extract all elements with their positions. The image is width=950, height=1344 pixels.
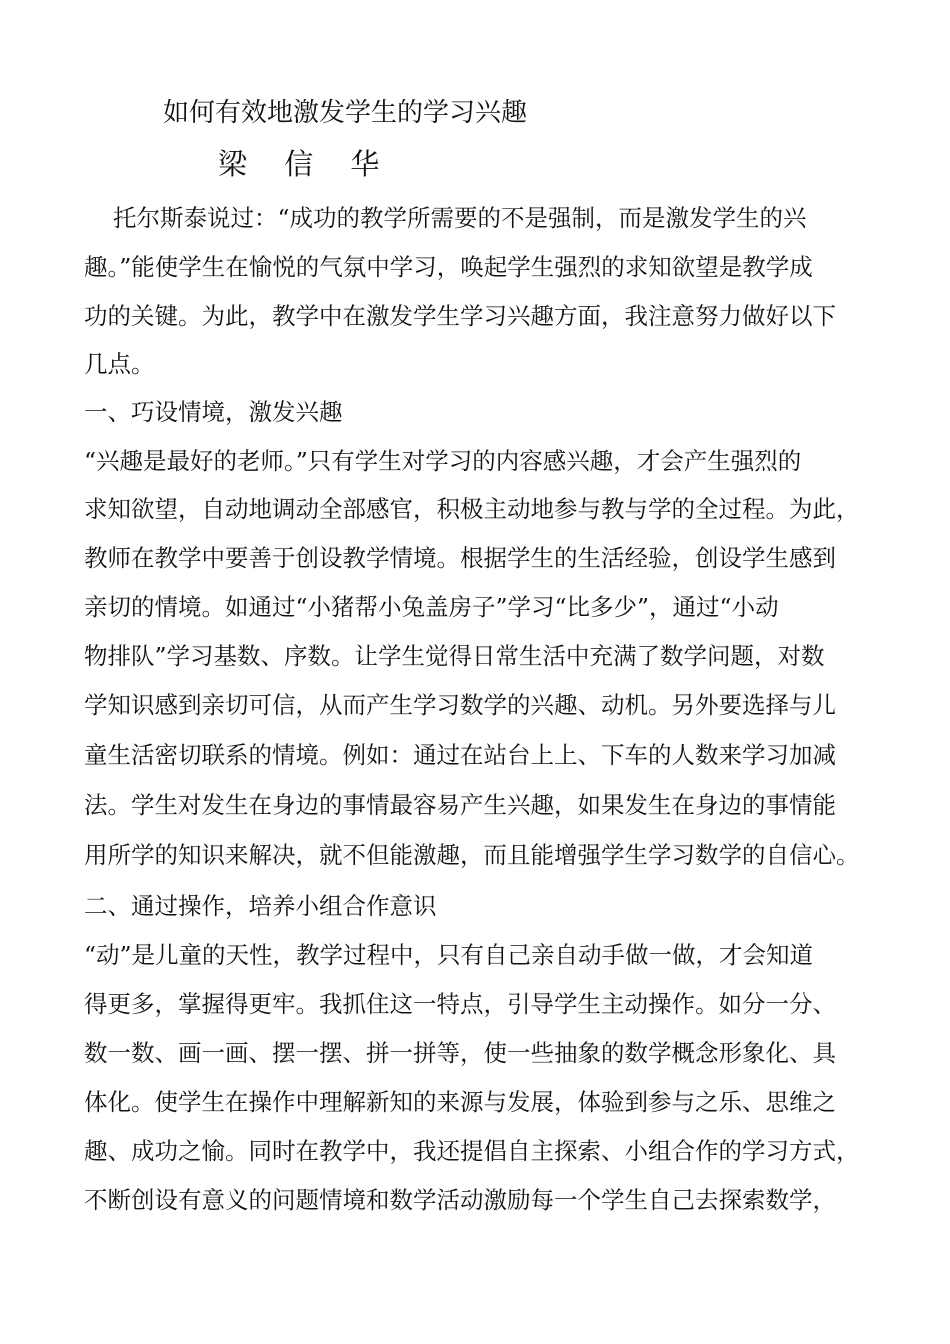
- section-heading: 一、巧设情境，激发兴趣: [84, 398, 343, 426]
- body-line: 法。学生对发生在身边的事情最容易产生兴趣，如果发生在身边的事情能: [84, 791, 836, 819]
- body-line: 趣。”能使学生在愉悦的气氛中学习，唤起学生强烈的求知欲望是教学成: [84, 253, 813, 281]
- body-line: “动”是儿童的天性，教学过程中，只有自己亲自动手做一做，才会知道: [84, 941, 814, 969]
- body-line: 用所学的知识来解决，就不但能激趣，而且能增强学生学习数学的自信心。: [84, 841, 860, 869]
- body-line: “兴趣是最好的老师。”只有学生对学习的内容感兴趣，才会产生强烈的: [84, 447, 802, 475]
- body-line: 不断创设有意义的问题情境和数学活动激励每一个学生自己去探索数学，: [84, 1186, 836, 1214]
- body-line: 几点。: [84, 350, 155, 378]
- body-line: 教师在教学中要善于创设教学情境。根据学生的生活经验，创设学生感到: [84, 544, 836, 572]
- body-line: 体化。使学生在操作中理解新知的来源与发展，体验到参与之乐、思维之: [84, 1088, 836, 1116]
- body-line: 求知欲望，自动地调动全部感官，积极主动地参与教与学的全过程。为此，: [84, 495, 860, 523]
- section-heading: 二、通过操作，培养小组合作意识: [84, 892, 437, 920]
- body-line: 托尔斯泰说过：“成功的教学所需要的不是强制，而是激发学生的兴: [113, 204, 807, 232]
- body-line: 物排队”学习基数、序数。让学生觉得日常生活中充满了数学问题，对数: [84, 642, 825, 670]
- body-line: 功的关键。为此，教学中在激发学生学习兴趣方面，我注意努力做好以下: [84, 302, 836, 330]
- body-line: 童生活密切联系的情境。例如：通过在站台上上、下车的人数来学习加减: [84, 741, 836, 769]
- body-line: 趣、成功之愉。同时在教学中，我还提倡自主探索、小组合作的学习方式，: [84, 1137, 860, 1165]
- body-line: 得更多，掌握得更牢。我抓住这一特点，引导学生主动操作。如分一分、: [84, 990, 836, 1018]
- author-name: 梁 信 华: [218, 147, 394, 181]
- body-line: 数一数、画一画、摆一摆、拼一拼等，使一些抽象的数学概念形象化、具: [84, 1039, 836, 1067]
- document-title: 如何有效地激发学生的学习兴趣: [163, 98, 528, 128]
- body-line: 学知识感到亲切可信，从而产生学习数学的兴趣、动机。另外要选择与儿: [84, 691, 836, 719]
- body-line: 亲切的情境。如通过“小猪帮小兔盖房子”学习“比多少”，通过“小动: [84, 593, 779, 621]
